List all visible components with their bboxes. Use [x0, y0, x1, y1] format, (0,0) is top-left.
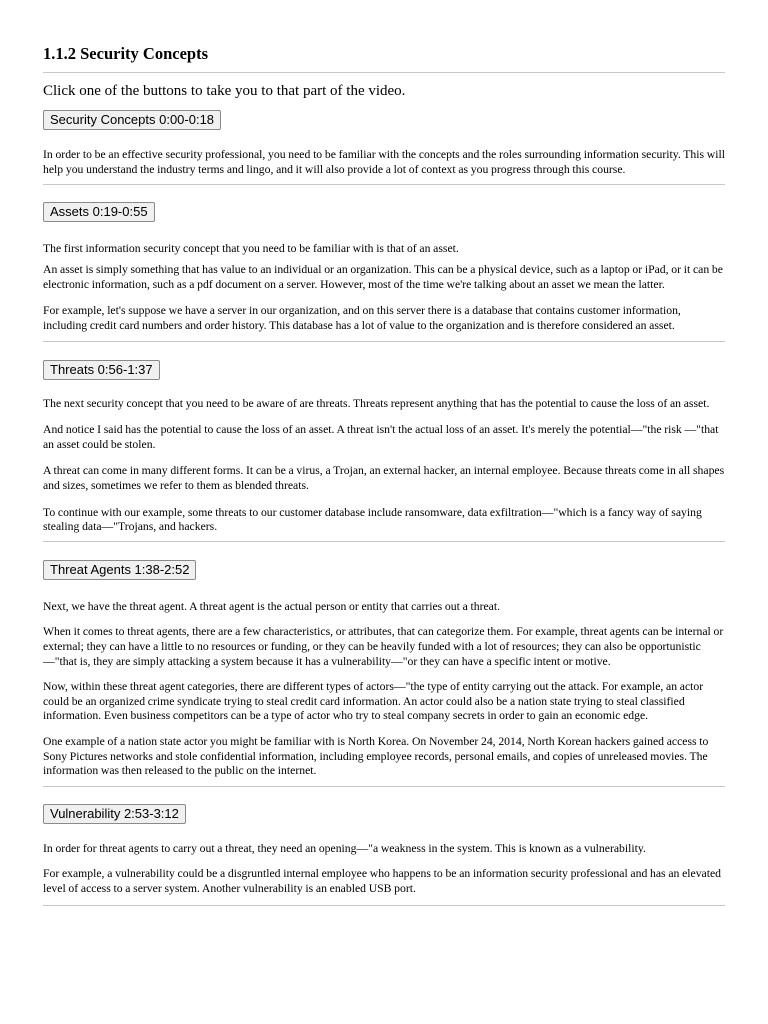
threat-agents-button[interactable]: Threat Agents 1:38-2:52 [43, 560, 196, 580]
vulnerability-button[interactable]: Vulnerability 2:53-3:12 [43, 804, 186, 824]
paragraph: When it comes to threat agents, there are a few characteristics, or attributes, that can categorize them. For example, threat agents can be internal or external; they can have a little to no resources or funding, or they can be heavily funded with a lot of resources; they can also be opportunistic—"that is, they are simply attacking a system because it has a vulnerability—"or they can have a specific intent or motive. [43, 625, 724, 668]
page-content [43, 0, 725, 906]
paragraph: In order to be an effective security professional, you need to be familiar with the concepts and the roles surrounding information security. This will help you understand the industry terms and lingo, and it will also provide a lot of context as you progress through this course. [43, 148, 725, 176]
paragraph: A threat can come in many different forms. It can be a virus, a Trojan, an external hacker, an internal employee. Because threats come in all shapes and sizes, sometimes we refer to them as blended threats. [43, 464, 725, 493]
divider [43, 72, 725, 73]
paragraph: The next security concept that you need to be aware of are threats. Threats represent anything that has the potential to cause the loss of an asset. [43, 396, 710, 410]
paragraph: The first information security concept that you need to be familiar with is that of an asset. [43, 242, 459, 256]
paragraph: For example, a vulnerability could be a disgruntled internal employee who happens to be an information security professional and has an elevated level of access to a server system. Another vulnerability is an enabled USB port. [43, 867, 722, 895]
intro-text: Click one of the buttons to take you to that part of the video. [43, 83, 406, 99]
paragraph: An asset is simply something that has value to an individual or an organization. This can be a physical device, such as a laptop or iPad, or it can be electronic information, such as a pdf document on a server. However, most of the time we're talking about an asset we mean the latter. [43, 263, 723, 291]
page-title: 1.1.2 Security Concepts [43, 44, 208, 63]
paragraph: Now, within these threat agent categories, there are different types of actors—"the type of entity carrying out the attack. For example, an actor could be an organized crime syndicate trying to steal credit card information. An actor could also be a nation state trying to steal classified information. Even business competitors can be a type of actor who try to steal company secrets in order to gain an economic edge. [43, 680, 704, 723]
section-threats [43, 342, 725, 542]
section-vulnerability [43, 787, 725, 906]
assets-button[interactable]: Assets 0:19-0:55 [43, 202, 155, 222]
security-concepts-button[interactable]: Security Concepts 0:00-0:18 [43, 110, 221, 130]
paragraph: And notice I said has the potential to cause the loss of an asset. A threat isn't the actual loss of an asset. It's merely the potential—"the risk —"that an asset could be stolen. [43, 423, 719, 451]
paragraph: Next, we have the threat agent. A threat agent is the actual person or entity that carries out a threat. [43, 599, 501, 613]
paragraph: For example, let's suppose we have a server in our organization, and on this server there is a database that contains customer information, including credit card numbers and order history. This database has a lot of value to the organization and is therefore considered an asset. [43, 304, 681, 333]
paragraph: In order for threat agents to carry out a threat, they need an opening—"a weakness in the system. This is known as a vulnerability. [43, 841, 646, 855]
paragraph: To continue with our example, some threats to our customer database include ransomware, data exfiltration—"which is a fancy way of saying stealing data—"Trojans, and hackers. [43, 505, 702, 534]
section-threat-agents [43, 542, 725, 787]
paragraph: One example of a nation state actor you might be familiar with is North Korea. On November 24, 2014, North Korean hackers gained access to Sony Pictures networks and stole confidential information, including employee records, personal emails, and copies of unreleased movies. The information was then released to the public on the internet. [43, 734, 709, 778]
divider [43, 905, 725, 906]
section-assets [43, 185, 725, 341]
section-security-concepts [43, 100, 725, 185]
threats-button[interactable]: Threats 0:56-1:37 [43, 360, 160, 380]
